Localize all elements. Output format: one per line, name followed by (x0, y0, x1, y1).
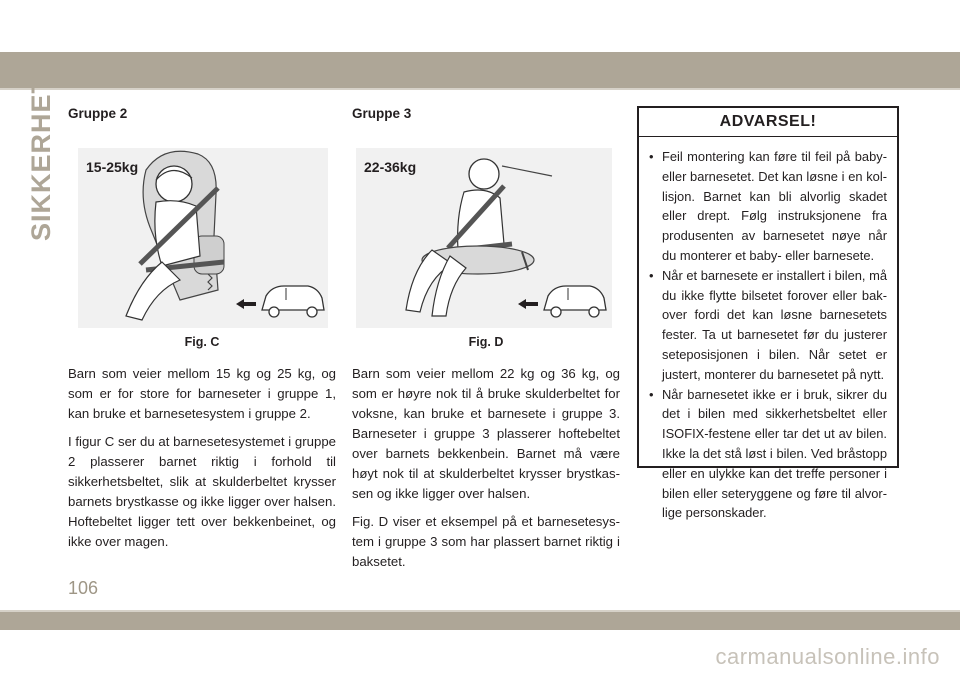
figure-c (68, 140, 336, 350)
warning-box (637, 106, 899, 521)
watermark: carmanualsonline.info (715, 644, 940, 669)
header-band (0, 52, 960, 88)
child-booster-seat-illustration (68, 140, 336, 332)
paragraph: Barn som veier mellom 15 kg og 25 kg, og som er for store for barneseter i gruppe 1, kan bruke et barnesetesystem i gruppe 2. (68, 366, 336, 421)
page-number: 106 (68, 578, 99, 598)
paragraph: I figur C ser du at barnesetesystemet i gruppe 2 plasserer barnet riktig i forhold til sikkerhetsbeltet, slik at skulderbeltet krysser barnets brystkasse og ikke ligger over halsen. Hoftebeltet ligger tett over bekkenbeinet, og ikke over magen. (68, 434, 336, 549)
warning-title: ADVARSEL! (639, 108, 897, 137)
warning-item: • Når et barnesete er installert i bilen, må du ikke flytte bilsetet forover eller bakover fordi det kan løsne barnesetets fester. Ta ut barnesetet før du justerer seteposisjonen i bilen. Når setet er justert, monterer du barnesetet på nytt. (647, 266, 887, 385)
paragraph: Barn som veier mellom 22 kg og 36 kg, og som er høyre nok til å bruke skulderbeltet for voksne, kan bruke et barnesete i gruppe 3. Barneseter i gruppe 3 plasserer hoftebeltet over barnets bekkenbein. Barnet må være høyt nok til at skulderbeltet krysser brystkassen og ikke ligger over halsen. (352, 366, 620, 501)
heading-group-3: Gruppe 3 (352, 106, 412, 121)
figure-caption-d: Fig. D (468, 335, 504, 349)
paragraph: Fig. D viser et eksempel på et barnesetesystem i gruppe 3 som har plassert barnet riktig i baksetet. (352, 514, 620, 569)
warning-item: • Når barnesetet ikke er i bruk, sikrer du det i bilen med sikkerhetsbeltet eller ISOFIX-festene eller tar det ut av bilen. Ikke la det stå løst i bilen. Ved bråstopp eller en ulykke kan det treffe personer i bilen eller seteryggene og føre til alvorlige personskader. (647, 385, 887, 524)
child-seat-cushion-illustration (352, 140, 620, 332)
weight-label-d: 22-36kg (364, 159, 417, 175)
section-label-text: SIKKERHET (25, 75, 56, 241)
heading-group-2: Gruppe 2 (68, 106, 128, 121)
weight-label-c: 15-25kg (86, 159, 139, 175)
figure-caption-c: Fig. C (184, 335, 220, 349)
footer-band (0, 612, 960, 630)
column-group-2 (68, 104, 336, 552)
warning-item: • Feil montering kan føre til feil på baby- eller barnesetet. Det kan løsne i en kollisjon. Barnet kan bli alvorlig skadet eller drept. Følg instruksjonene fra produsenten av barnesetet nøye når du monterer et baby- eller barnesete. (647, 147, 887, 266)
top-margin (0, 0, 960, 52)
figure-d (352, 140, 620, 350)
header-rule (0, 88, 960, 90)
warning-list (639, 147, 897, 523)
section-label (25, 75, 56, 241)
column-group-3 (352, 104, 620, 572)
